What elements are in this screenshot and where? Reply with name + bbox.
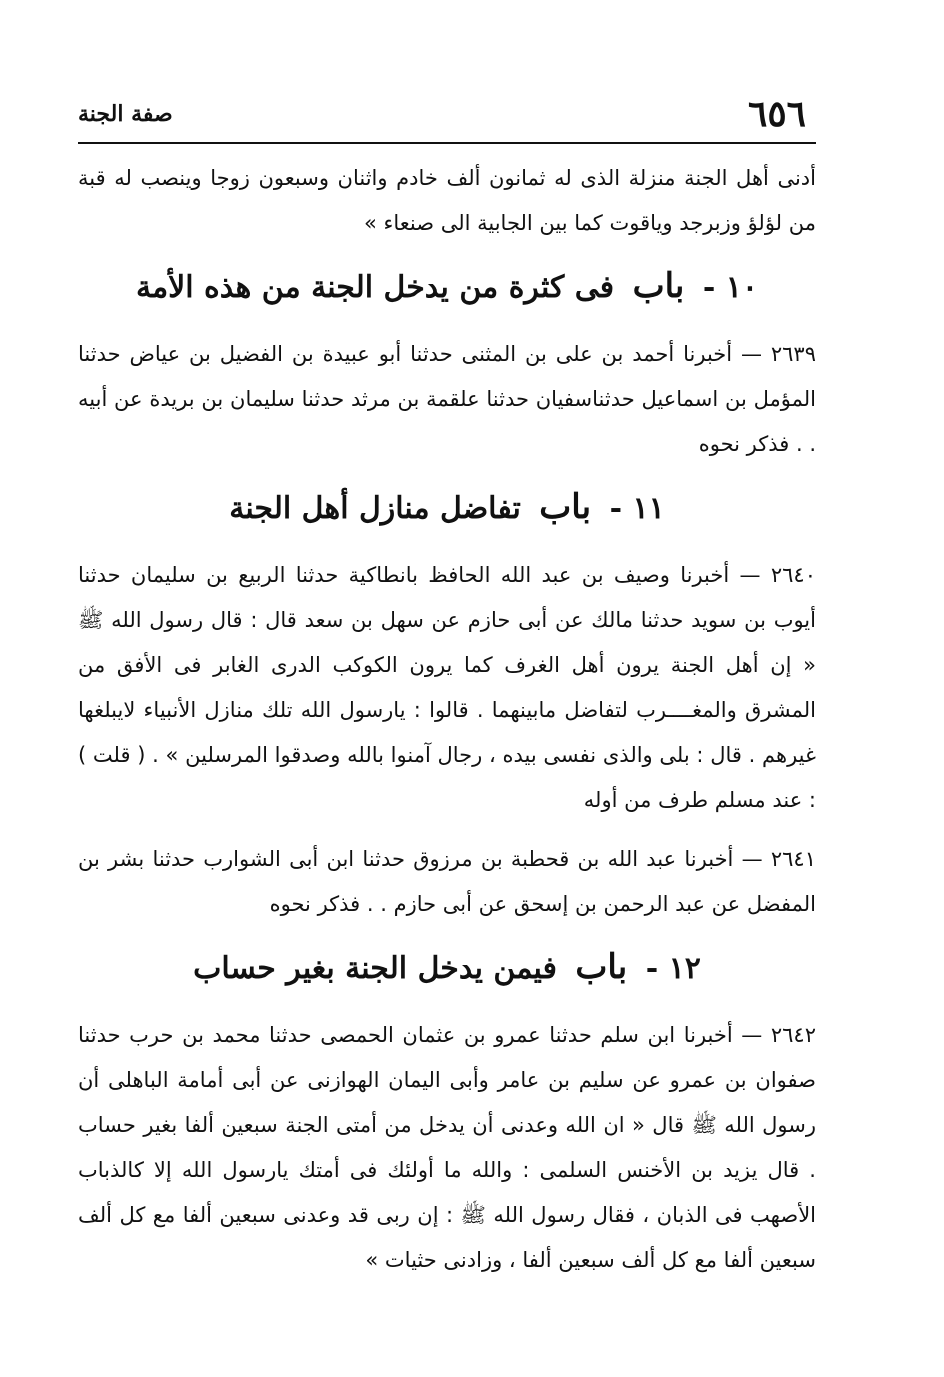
- hadith-text: — أخبرنا ابن سلم حدثنا عمرو بن عثمان الحمصى حدثنا محمد بن حرب حدثنا صفوان بن عمرو عن سليم بن عامر وأبى اليمان الهوازنى عن أبى أمامة الباهلى أن رسول الله ﷺ قال « ان الله وعدنى أن يدخل من أمتى الجنة سبعين ألفا بغير حساب . قال يزيد بن الأخنس السلمى : والله ما أولئك فى أمتك يارسول الله إلا كالذباب الأصهب فى الذبان ، فقال رسول الله ﷺ : إن ربى قد وعدنى سبعين ألفا مع كل ألف سبعين ألفا مع كل ألف سبعين ألفا ، وزادنى حثيات »: [78, 1023, 816, 1272]
- hadith-number: ٢٦٤١: [770, 847, 816, 871]
- chapter-heading: [78, 260, 816, 314]
- chapter-number: ١١ -: [609, 491, 665, 526]
- hadith-text: — أخبرنا أحمد بن على بن المثنى حدثنا أبو عبيدة بن الفضيل بن عياض حدثنا المؤمل بن اسماعيل حدثناسفيان حدثنا علقمة بن مرثد حدثنا سليمان بن بريدة عن أبيه . . فذكر نحوه: [78, 342, 816, 456]
- chapter-bab-word: باب: [632, 266, 685, 306]
- chapter-bab-word: باب: [539, 487, 592, 527]
- chapter-title: تفاضل منازل أهل الجنة: [229, 491, 521, 526]
- page-header: [78, 90, 816, 144]
- hadith-number: ٢٦٣٩: [770, 342, 816, 366]
- hadith-paragraph: [78, 837, 816, 927]
- chapter-number: ١٢ -: [645, 951, 701, 986]
- hadith-text: — أخبرنا عبد الله بن قحطبة بن مرزوق حدثنا ابن أبى الشوارب حدثنا بشر بن المفضل عن عبد الرحمن بن إسحق عن أبى حازم . . فذكر نحوه: [78, 847, 816, 916]
- hadith-text: — أخبرنا وصيف بن عبد الله الحافظ بانطاكية حدثنا الربيع بن سليمان حدثنا أيوب بن سويد حدثنا مالك عن أبى حازم عن سهل بن سعد قال : قال رسول الله ﷺ « إن أهل الجنة يرون أهل الغرف كما يرون الكوكب الدرى الغابر فى الأفق من المشرق والمغــــرب لتفاضل مابينهما . قالوا : يارسول الله تلك منازل الأنبياء لايبلغها غيرهم . قال : بلى والذى نفسى بيده ، رجال آمنوا بالله وصدقوا المرسلين » . ( قلت ) : عند مسلم طرف من أوله: [78, 563, 816, 812]
- running-title: صفة الجنة: [78, 101, 173, 127]
- chapter-bab-word: باب: [575, 947, 628, 987]
- hadith-paragraph: [78, 553, 816, 823]
- paragraph-text: أدنى أهل الجنة منزلة الذى له ثمانون ألف خادم واثنان وسبعون زوجا وينصب له قبة من لؤلؤ وزبرجد وياقوت كما بين الجابية الى صنعاء »: [78, 166, 816, 235]
- hadith-paragraph: [78, 332, 816, 467]
- chapter-heading: [78, 941, 816, 995]
- chapter-heading: [78, 481, 816, 535]
- chapter-title: فيمن يدخل الجنة بغير حساب: [193, 951, 557, 986]
- hadith-paragraph: [78, 1013, 816, 1283]
- page-body: [78, 152, 816, 1297]
- hadith-number: ٢٦٤٢: [770, 1023, 816, 1047]
- paragraph: [78, 156, 816, 246]
- chapter-title: فى كثرة من يدخل الجنة من هذه الأمة: [136, 270, 615, 305]
- page-number: ٦٥٦: [747, 93, 806, 135]
- hadith-number: ٢٦٤٠: [770, 563, 816, 587]
- chapter-number: ١٠ -: [702, 270, 758, 305]
